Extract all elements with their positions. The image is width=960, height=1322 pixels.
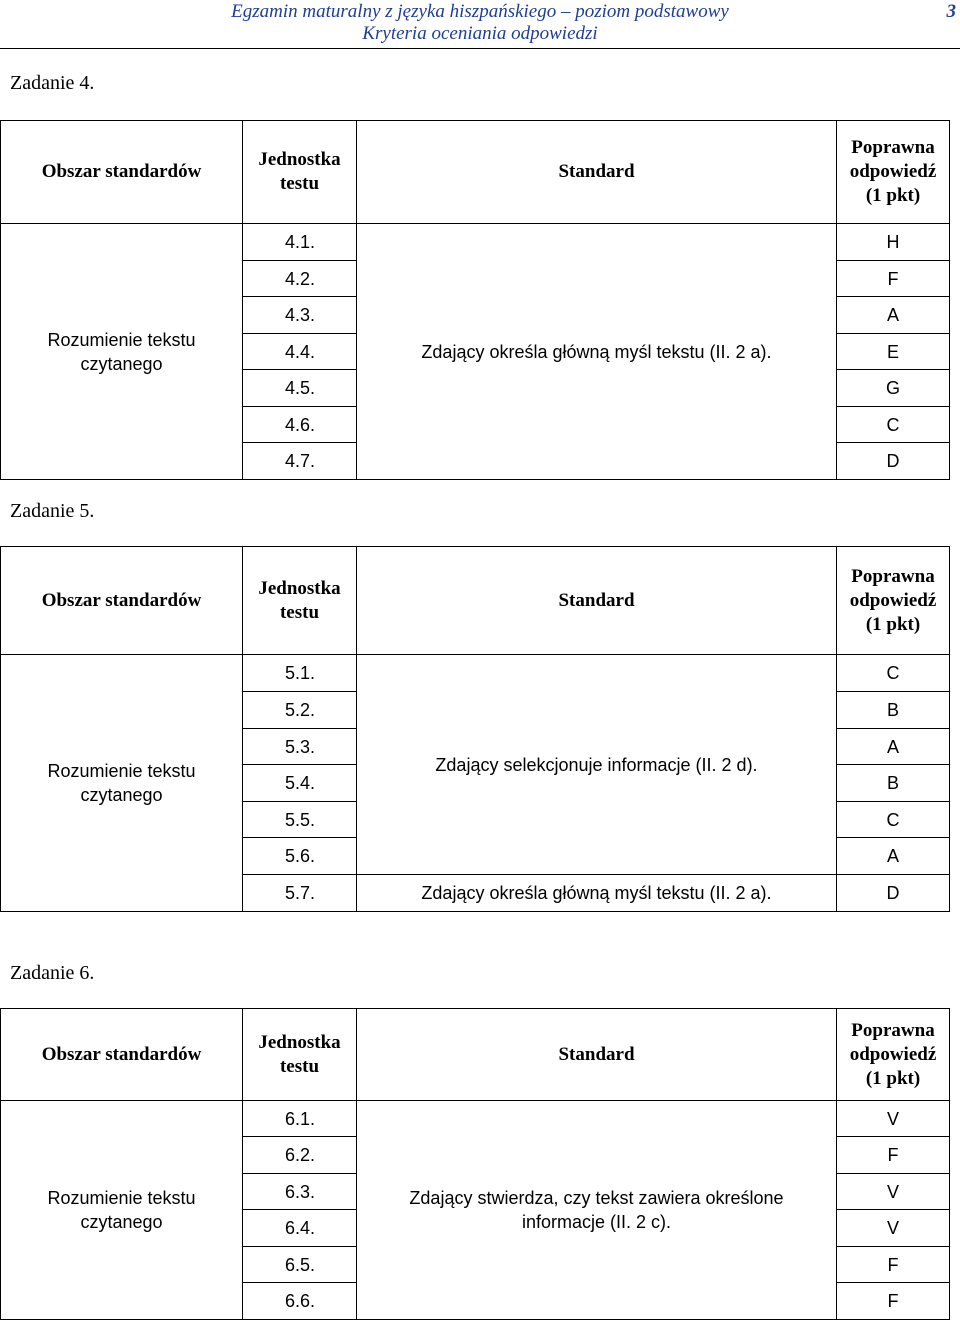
unit-cell: 6.4. [243, 1210, 357, 1247]
unit-cell: 4.6. [243, 407, 357, 443]
task-6-table [0, 1008, 950, 1320]
col-header-area: Obszar standardów [1, 121, 243, 224]
answer-cell: A [837, 838, 950, 875]
col-header-unit: Jednostka testu [243, 121, 357, 224]
unit-cell: 6.6. [243, 1283, 357, 1320]
answer-cell: F [837, 1247, 950, 1283]
answer-cell: E [837, 334, 950, 370]
unit-cell: 4.5. [243, 370, 357, 407]
task-6-title: Zadanie 6. [10, 962, 95, 984]
unit-cell: 5.6. [243, 838, 357, 875]
page-header [0, 0, 960, 49]
unit-cell: 4.2. [243, 261, 357, 297]
area-cell: Rozumienie tekstu czytanego [1, 1101, 243, 1320]
exam-title: Egzamin maturalny z języka hiszpańskiego – poziom podstawowy [231, 1, 729, 22]
unit-cell: 5.2. [243, 692, 357, 729]
answer-cell: B [837, 765, 950, 802]
area-cell: Rozumienie tekstu czytanego [1, 655, 243, 912]
answer-cell: D [837, 875, 950, 912]
answer-cell: V [837, 1101, 950, 1137]
unit-cell: 6.5. [243, 1247, 357, 1283]
col-header-standard: Standard [357, 1009, 837, 1101]
task-5-table [0, 546, 950, 912]
answer-cell: F [837, 1137, 950, 1174]
col-header-unit: Jednostka testu [243, 1009, 357, 1101]
col-header-standard: Standard [357, 547, 837, 655]
standard-cell: Zdający określa główną myśl tekstu (II. 2 a). [357, 875, 837, 912]
answer-cell: G [837, 370, 950, 407]
unit-cell: 5.1. [243, 655, 357, 692]
unit-cell: 6.3. [243, 1174, 357, 1210]
col-header-standard: Standard [357, 121, 837, 224]
unit-cell: 5.3. [243, 729, 357, 765]
unit-cell: 4.4. [243, 334, 357, 370]
unit-cell: 6.2. [243, 1137, 357, 1174]
table-row [1, 224, 950, 261]
col-header-answer: Poprawna odpowiedź (1 pkt) [837, 547, 950, 655]
answer-cell: V [837, 1174, 950, 1210]
table-header-row [1, 121, 950, 224]
answer-cell: V [837, 1210, 950, 1247]
unit-cell: 5.7. [243, 875, 357, 912]
answer-cell: F [837, 261, 950, 297]
unit-cell: 4.7. [243, 443, 357, 480]
unit-cell: 5.4. [243, 765, 357, 802]
answer-cell: A [837, 729, 950, 765]
unit-cell: 4.1. [243, 224, 357, 261]
task-4-table [0, 120, 950, 480]
task-4-title: Zadanie 4. [10, 72, 95, 94]
col-header-answer: Poprawna odpowiedź (1 pkt) [837, 121, 950, 224]
answer-cell: H [837, 224, 950, 261]
table-header-row [1, 1009, 950, 1101]
answer-cell: F [837, 1283, 950, 1320]
answer-cell: C [837, 655, 950, 692]
standard-cell: Zdający selekcjonuje informacje (II. 2 d). [357, 655, 837, 875]
page-number: 3 [946, 1, 956, 22]
unit-cell: 5.5. [243, 802, 357, 838]
answer-cell: D [837, 443, 950, 480]
answer-cell: C [837, 407, 950, 443]
standard-cell: Zdający stwierdza, czy tekst zawiera określone informacje (II. 2 c). [357, 1101, 837, 1320]
col-header-answer: Poprawna odpowiedź (1 pkt) [837, 1009, 950, 1101]
exam-subtitle: Kryteria oceniania odpowiedzi [362, 23, 598, 44]
col-header-area: Obszar standardów [1, 547, 243, 655]
task-5-title: Zadanie 5. [10, 500, 95, 522]
answer-cell: A [837, 297, 950, 334]
answer-cell: B [837, 692, 950, 729]
unit-cell: 6.1. [243, 1101, 357, 1137]
unit-cell: 4.3. [243, 297, 357, 334]
col-header-unit: Jednostka testu [243, 547, 357, 655]
answer-cell: C [837, 802, 950, 838]
table-row [1, 1101, 950, 1137]
standard-cell: Zdający określa główną myśl tekstu (II. 2 a). [357, 224, 837, 480]
area-cell: Rozumienie tekstu czytanego [1, 224, 243, 480]
table-header-row [1, 547, 950, 655]
col-header-area: Obszar standardów [1, 1009, 243, 1101]
table-row [1, 655, 950, 692]
